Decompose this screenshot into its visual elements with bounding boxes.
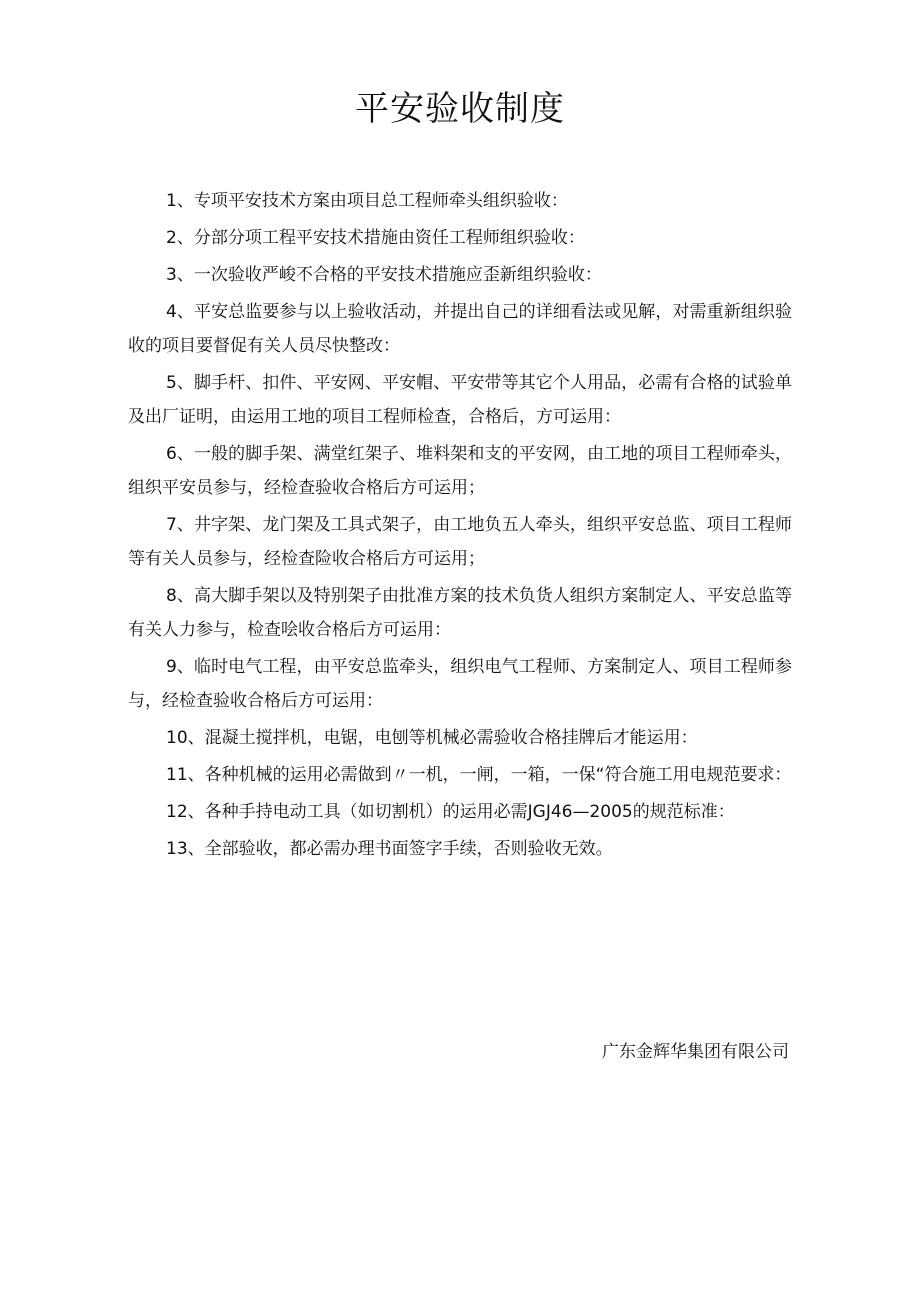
- rule-item: 4、平安总监要参与以上验收活动，并提出自己的详细看法或见解，对需重新组织验收的项目要督促有关人员尽快整改：: [128, 302, 792, 356]
- rules-list: [128, 184, 792, 869]
- rule-item: 12、各种手持电动工具（如切割机）的运用必需JGJ46—2005的规范标准：: [166, 802, 735, 822]
- rule-item: 2、分部分项工程平安技术措施由资任工程师组织验收：: [166, 228, 585, 248]
- rule-item: 6、一般的脚手架、满堂红架子、堆料架和支的平安网，由工地的项目工程师牵头，组织平安员参与，经检查验收合格后方可运用；: [128, 444, 792, 498]
- rule-item: 1、专项平安技术方案由项目总工程师牵头组织验收：: [166, 191, 568, 211]
- rule-item: 11、各种机械的运用必需做到〃一机，一闸，一箱，一保“符合施工用电规范要求：: [166, 765, 792, 785]
- rule-item: 3、一次验收严峻不合格的平安技术措施应歪新组织验收：: [166, 265, 602, 285]
- rule-item: 8、高大脚手架以及特别架子由批准方案的技术负货人组织方案制定人、平安总监等有关人力参与，检查哙收合格后方可运用：: [128, 586, 792, 640]
- rule-item: 13、全部验收，都必需办理书面签字手续，否则验收无效。: [166, 839, 613, 859]
- rule-item: 10、混凝土搅拌机，电锯，电刨等机械必需验收合格挂牌后才能运用：: [166, 728, 698, 748]
- rule-item: 5、脚手杆、扣件、平安网、平安帽、平安带等其它个人用品，必需有合格的试验单及出厂证明，由运用工地的项目工程师检查，合格后，方可运用：: [128, 373, 792, 427]
- rule-item: 7、井字架、龙门架及工具式架子，由工地负五人牵头，组织平安总监、项目工程师等有关人员参与，经检查险收合格后方可运用；: [128, 515, 792, 569]
- rule-item: 9、临时电气工程，由平安总监牵头，组织电气工程师、方案制定人、项目工程师参与，经检查验收合格后方可运用：: [128, 657, 792, 711]
- company-signature: 广东金辉华集团有限公司: [602, 1042, 789, 1062]
- page-title: 平安验收制度: [355, 89, 565, 129]
